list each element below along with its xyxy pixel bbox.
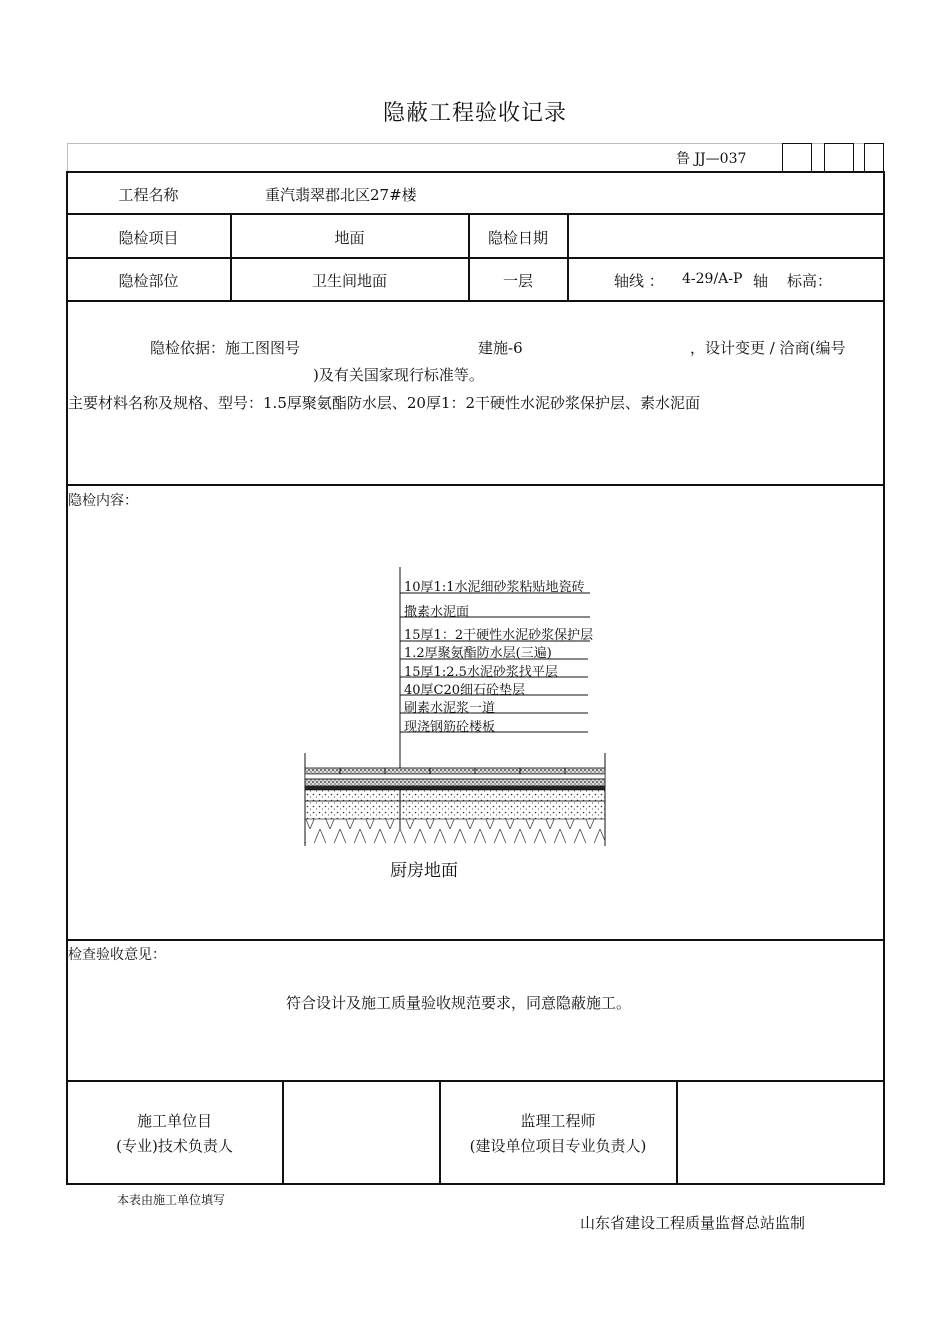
layer-label: 刷素水泥浆一道 [404, 701, 496, 716]
drawing-number: 建施-6 [478, 339, 523, 357]
row-divider [66, 484, 885, 486]
supervisor-signer-line2: (建设单位项目专业负责人) [469, 1137, 647, 1155]
design-change: ，设计变更 / 洽商(编号 [690, 339, 846, 357]
opinion-text: 符合设计及施工质量验收规范要求，同意隐蔽施工。 [286, 994, 632, 1012]
content-label: 隐检内容： [68, 493, 138, 509]
col-divider [567, 213, 569, 301]
opinion-label: 检查验收意见： [68, 947, 166, 963]
axis-value: 4-29/A-P [682, 271, 743, 287]
row-divider [66, 939, 885, 941]
project-name: 重汽翡翠郡北区27#楼 [265, 186, 417, 204]
basis-prefix: 隐检依据：施工图图号 [150, 339, 301, 357]
footer-note: 本表由施工单位填写 [117, 1193, 226, 1207]
drawing-caption: 厨房地面 [390, 861, 458, 881]
form-box-3 [864, 143, 884, 171]
row-divider [66, 300, 885, 302]
layer-label: 现浇钢筋砼楼板 [404, 720, 496, 735]
elevation-label: 标高： [787, 272, 833, 290]
floor-value: 一层 [502, 272, 533, 290]
row-divider [66, 1080, 885, 1082]
layer-label: 1.2厚聚氨酯防水层(三遍) [404, 646, 552, 661]
row-divider [66, 257, 885, 259]
col-divider [439, 1080, 441, 1184]
form-box-1 [782, 143, 812, 171]
date-label: 隐检日期 [487, 229, 548, 247]
location-label: 隐检部位 [118, 272, 179, 290]
location-value: 卫生间地面 [311, 272, 387, 290]
project-label: 工程名称 [118, 186, 179, 204]
supervisor-signer-line1: 监理工程师 [520, 1112, 596, 1130]
axis-suffix: 轴 [753, 272, 769, 290]
materials-spec: 主要材料名称及规格、型号：1.5厚聚氨酯防水层、20厚1：2干硬性水泥砂浆保护层、素水泥面 [68, 394, 701, 412]
layer-label: 15厚1：2干硬性水泥砂浆保护层 [404, 628, 594, 643]
axis-label: 轴线 ： [614, 272, 664, 290]
footer-issuer: 山东省建设工程质量监督总站监制 [580, 1214, 806, 1232]
layer-label: 40厚C20细石砼垫层 [404, 683, 526, 698]
layer-label: 15厚1:2.5水泥砂浆找平层 [404, 665, 558, 680]
form-number-row [67, 143, 884, 171]
item-label: 隐检项目 [118, 229, 179, 247]
basis-standards: )及有关国家现行标准等。 [313, 366, 484, 384]
layer-label: 10厚1:1水泥细砂浆粘贴地瓷砖 [404, 580, 585, 595]
row-divider [66, 213, 885, 215]
layer-label: 撒素水泥面 [404, 605, 470, 620]
page-title: 隐蔽工程验收记录 [382, 101, 567, 126]
form-number: 鲁 JJ—037 [676, 151, 747, 167]
contractor-signer-line2: (专业)技术负责人 [116, 1137, 233, 1155]
item-value: 地面 [334, 229, 365, 247]
col-divider [282, 1080, 284, 1184]
form-box-2 [824, 143, 854, 171]
contractor-signer-line1: 施工单位目 [136, 1112, 212, 1130]
col-divider [676, 1080, 678, 1184]
